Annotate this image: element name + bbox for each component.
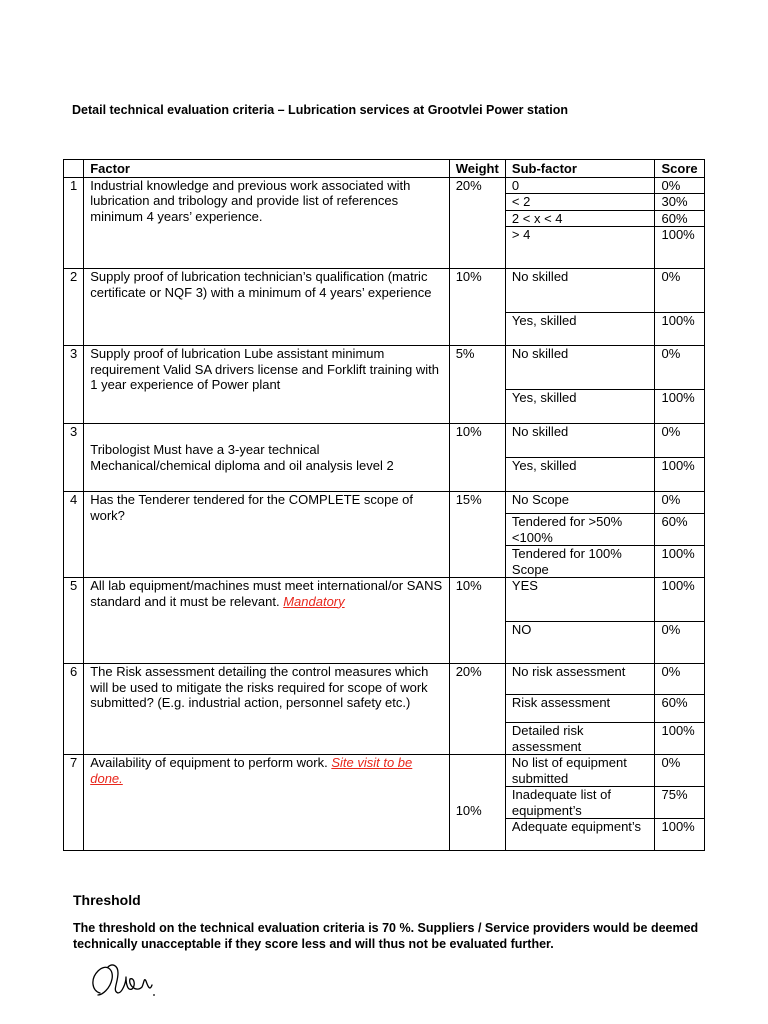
table-row [64, 424, 705, 458]
weight-cell: 15% [449, 492, 505, 578]
subfactor-cell: Yes, skilled [505, 390, 655, 424]
header-number [64, 160, 84, 178]
score-cell: 75% [655, 787, 705, 819]
header-factor: Factor [84, 160, 449, 178]
weight-cell: 20% [449, 177, 505, 269]
factor-cell: Tribologist Must have a 3-year technical Mechanical/chemical diploma and oil analysis level 2 [84, 424, 449, 492]
score-cell: 60% [655, 514, 705, 546]
score-cell: 60% [655, 210, 705, 227]
subfactor-cell: > 4 [505, 227, 655, 243]
subfactor-cell: Risk assessment [505, 695, 655, 723]
mandatory-note: Mandatory [283, 593, 345, 609]
row-number: 6 [64, 664, 84, 755]
score-cell: 0% [655, 177, 705, 194]
row-number: 7 [64, 755, 84, 851]
row-number: 2 [64, 269, 84, 346]
threshold-text: The threshold on the technical evaluation criteria is 70 %. Suppliers / Service providers would be deemed technically unacceptable if they score less and will thus not be evaluated further. [73, 921, 699, 951]
table-row [64, 269, 705, 313]
subfactor-cell: Tendered for 100% Scope [505, 546, 655, 578]
score-cell: 100% [655, 578, 705, 622]
subfactor-cell: Adequate equipment’s [505, 819, 655, 851]
score-cell: 0% [655, 346, 705, 390]
weight-cell: 20% [449, 664, 505, 755]
score-cell: 100% [655, 723, 705, 755]
subfactor-cell: No risk assessment [505, 664, 655, 695]
table-row [64, 664, 705, 695]
score-cell: 0% [655, 622, 705, 664]
evaluation-criteria-table [63, 159, 705, 851]
empty-cell [655, 243, 705, 269]
factor-cell [84, 755, 449, 851]
score-cell: 0% [655, 424, 705, 458]
score-cell: 100% [655, 819, 705, 851]
document-title: Detail technical evaluation criteria – Lubrication services at Grootvlei Power station [72, 103, 568, 117]
score-cell: 100% [655, 313, 705, 346]
subfactor-cell: Detailed risk assessment [505, 723, 655, 755]
score-cell: 100% [655, 227, 705, 243]
subfactor-cell: No skilled [505, 346, 655, 390]
score-cell: 100% [655, 390, 705, 424]
subfactor-cell: YES [505, 578, 655, 622]
factor-cell: Industrial knowledge and previous work associated with lubrication and tribology and provide list of references minimum 4 years’ experience. [84, 177, 449, 269]
score-cell: 0% [655, 492, 705, 514]
weight-cell: 5% [449, 346, 505, 424]
score-cell: 100% [655, 458, 705, 492]
factor-cell: The Risk assessment detailing the control measures which will be used to mitigate the risks required for scope of work submitted? (E.g. industrial action, personnel safety etc.) [84, 664, 449, 755]
weight-cell: 10% [449, 269, 505, 346]
subfactor-cell: 2 < x < 4 [505, 210, 655, 227]
factor-cell: Supply proof of lubrication Lube assistant minimum requirement Valid SA drivers license and Forklift training with 1 year experience of Power plant [84, 346, 449, 424]
header-score: Score [655, 160, 705, 178]
row-number: 1 [64, 177, 84, 269]
subfactor-cell: Yes, skilled [505, 313, 655, 346]
site-visit-note: Site visit to be done. [90, 755, 413, 786]
subfactor-cell: 0 [505, 177, 655, 194]
signature [88, 955, 168, 1005]
row-number: 3 [64, 346, 84, 424]
weight-cell: 10% [449, 578, 505, 664]
subfactor-cell: No skilled [505, 269, 655, 313]
subfactor-cell: < 2 [505, 194, 655, 211]
score-cell: 0% [655, 755, 705, 787]
factor-cell: Supply proof of lubrication technician’s qualification (matric certificate or NQF 3) with a minimum of 4 years’ experience [84, 269, 449, 346]
row-number: 4 [64, 492, 84, 578]
subfactor-cell: NO [505, 622, 655, 664]
subfactor-cell: No Scope [505, 492, 655, 514]
table-row [64, 346, 705, 390]
score-cell: 0% [655, 269, 705, 313]
threshold-heading: Threshold [73, 892, 141, 908]
score-cell: 60% [655, 695, 705, 723]
header-weight: Weight [449, 160, 505, 178]
row-number: 5 [64, 578, 84, 664]
subfactor-cell: No list of equipment submitted [505, 755, 655, 787]
subfactor-cell: Tendered for >50%<100% [505, 514, 655, 546]
subfactor-cell: No skilled [505, 424, 655, 458]
factor-text: Availability of equipment to perform work. [90, 755, 328, 770]
table-row [64, 755, 705, 787]
table-header-row [64, 160, 705, 178]
weight-cell: 10% [449, 424, 505, 492]
table-row [64, 177, 705, 194]
row-number: 3 [64, 424, 84, 492]
subfactor-cell: Inadequate list of equipment’s [505, 787, 655, 819]
score-cell: 0% [655, 664, 705, 695]
subfactor-cell: Yes, skilled [505, 458, 655, 492]
header-subfactor: Sub-factor [505, 160, 655, 178]
factor-text: All lab equipment/machines must meet international/or SANS standard and it must be relevant. [90, 578, 443, 609]
score-cell: 100% [655, 546, 705, 578]
weight-cell: 10% [449, 755, 505, 851]
factor-cell: Has the Tenderer tendered for the COMPLETE scope of work? [84, 492, 449, 578]
table-row [64, 578, 705, 622]
empty-cell [505, 243, 655, 269]
table-row [64, 492, 705, 514]
score-cell: 30% [655, 194, 705, 211]
factor-cell [84, 578, 449, 664]
